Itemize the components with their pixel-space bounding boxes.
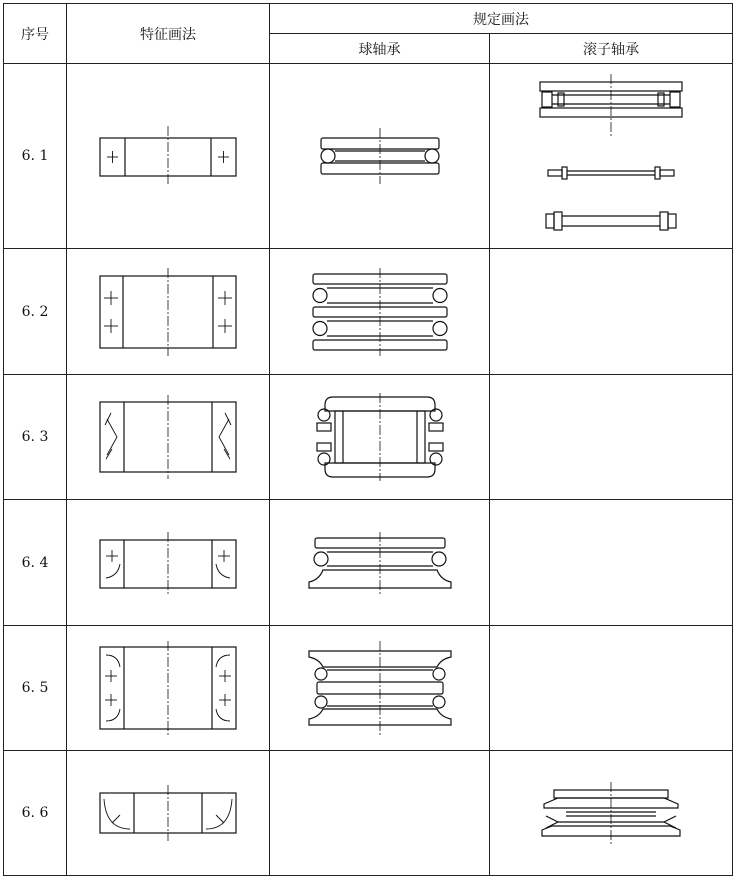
row-number: 6. 4 xyxy=(4,500,67,626)
feature-drawing-6-2 xyxy=(98,268,238,356)
roller-bearing-cell xyxy=(490,249,733,375)
feature-drawing-cell xyxy=(67,626,270,751)
table-row xyxy=(4,751,733,876)
feature-drawing-6-6 xyxy=(98,785,238,841)
header-regulated-drawing: 规定画法 xyxy=(270,4,733,34)
bearing-drawing-table xyxy=(3,3,733,876)
table-row xyxy=(4,249,733,375)
ball-bearing-drawing-6-2 xyxy=(305,268,455,356)
ball-bearing-cell xyxy=(270,64,490,249)
ball-bearing-cell xyxy=(270,626,490,751)
header-ball-bearing: 球轴承 xyxy=(270,34,490,64)
header-seq: 序号 xyxy=(4,4,67,64)
roller-bearing-drawing-6-1 xyxy=(536,74,686,239)
row-number: 6. 3 xyxy=(4,375,67,500)
ball-bearing-cell xyxy=(270,500,490,626)
feature-drawing-cell xyxy=(67,375,270,500)
feature-drawing-cell xyxy=(67,64,270,249)
header-roller-bearing: 滚子轴承 xyxy=(490,34,733,64)
roller-bearing-cell xyxy=(490,751,733,876)
roller-bearing-drawing-6-6 xyxy=(536,782,686,844)
feature-drawing-6-3 xyxy=(98,395,238,479)
ball-bearing-drawing-6-5 xyxy=(305,641,455,735)
feature-drawing-6-4 xyxy=(98,532,238,594)
row-number: 6. 1 xyxy=(4,64,67,249)
table-row xyxy=(4,375,733,500)
ball-bearing-cell xyxy=(270,375,490,500)
table-row xyxy=(4,626,733,751)
feature-drawing-cell xyxy=(67,500,270,626)
roller-bearing-cell xyxy=(490,626,733,751)
row-number: 6. 5 xyxy=(4,626,67,751)
feature-drawing-cell xyxy=(67,751,270,876)
ball-bearing-drawing-6-3 xyxy=(305,393,455,481)
table-row xyxy=(4,64,733,249)
roller-bearing-cell xyxy=(490,375,733,500)
ball-bearing-drawing-6-4 xyxy=(305,532,455,594)
roller-bearing-cell xyxy=(490,64,733,249)
roller-bearing-cell xyxy=(490,500,733,626)
feature-drawing-6-1 xyxy=(98,126,238,186)
feature-drawing-6-5 xyxy=(98,641,238,735)
ball-bearing-drawing-6-1 xyxy=(315,128,445,184)
table-row xyxy=(4,500,733,626)
feature-drawing-cell xyxy=(67,249,270,375)
row-number: 6. 2 xyxy=(4,249,67,375)
header-feature-drawing: 特征画法 xyxy=(67,4,270,64)
ball-bearing-cell xyxy=(270,249,490,375)
ball-bearing-cell xyxy=(270,751,490,876)
row-number: 6. 6 xyxy=(4,751,67,876)
